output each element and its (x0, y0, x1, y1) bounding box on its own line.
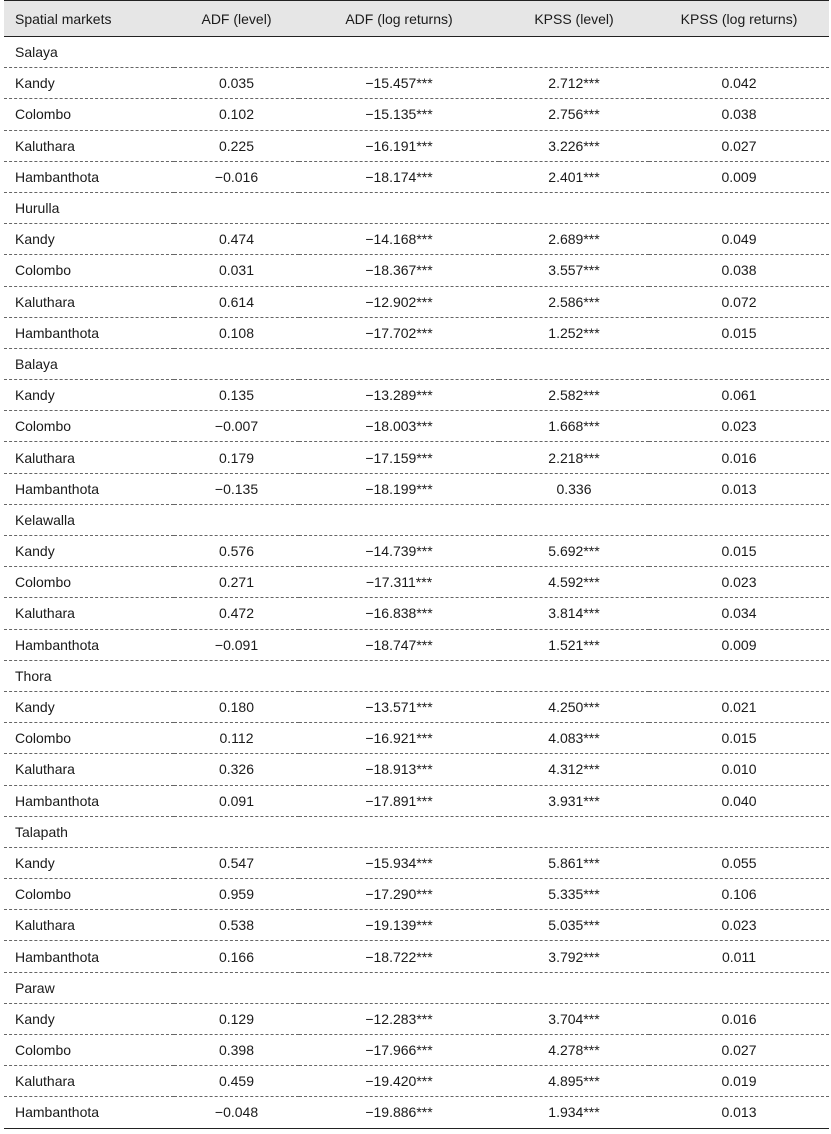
adf-log-returns-cell: −17.966*** (299, 1035, 499, 1066)
market-name-cell: Kaluthara (4, 910, 174, 941)
market-name-cell: Kaluthara (4, 754, 174, 785)
table-row (4, 598, 829, 629)
kpss-log-returns-cell: 0.013 (649, 1097, 829, 1128)
kpss-level-cell: 4.895*** (499, 1066, 649, 1097)
adf-log-returns-cell: −17.290*** (299, 879, 499, 910)
market-name-cell: Kandy (4, 1003, 174, 1034)
table-row (4, 1066, 829, 1097)
adf-log-returns-cell: −16.191*** (299, 130, 499, 161)
kpss-level-cell: 4.278*** (499, 1035, 649, 1066)
kpss-log-returns-cell: 0.010 (649, 754, 829, 785)
adf-level-cell: 0.326 (174, 754, 299, 785)
adf-level-cell: 0.166 (174, 941, 299, 972)
group-label: Thora (4, 660, 829, 691)
group-row (4, 348, 829, 379)
kpss-log-returns-cell: 0.034 (649, 598, 829, 629)
kpss-log-returns-cell: 0.011 (649, 941, 829, 972)
kpss-level-cell: 2.582*** (499, 380, 649, 411)
adf-level-cell: −0.007 (174, 411, 299, 442)
adf-level-cell: 0.576 (174, 536, 299, 567)
market-name-cell: Colombo (4, 1035, 174, 1066)
kpss-level-cell: 1.668*** (499, 411, 649, 442)
adf-log-returns-cell: −13.289*** (299, 380, 499, 411)
kpss-level-cell: 4.083*** (499, 723, 649, 754)
kpss-log-returns-cell: 0.027 (649, 1035, 829, 1066)
market-name-cell: Colombo (4, 879, 174, 910)
adf-level-cell: 0.472 (174, 598, 299, 629)
adf-level-cell: 0.959 (174, 879, 299, 910)
adf-level-cell: 0.102 (174, 99, 299, 130)
adf-log-returns-cell: −14.739*** (299, 536, 499, 567)
adf-level-cell: 0.129 (174, 1003, 299, 1034)
kpss-log-returns-cell: 0.023 (649, 910, 829, 941)
column-header-kpss-log-returns: KPSS (log returns) (649, 1, 829, 37)
adf-log-returns-cell: −18.174*** (299, 161, 499, 192)
table-row (4, 536, 829, 567)
adf-log-returns-cell: −19.886*** (299, 1097, 499, 1128)
adf-log-returns-cell: −15.135*** (299, 99, 499, 130)
kpss-level-cell: 3.226*** (499, 130, 649, 161)
adf-log-returns-cell: −17.891*** (299, 785, 499, 816)
market-name-cell: Hambanthota (4, 317, 174, 348)
market-name-cell: Hambanthota (4, 941, 174, 972)
group-label: Paraw (4, 972, 829, 1003)
adf-log-returns-cell: −17.702*** (299, 317, 499, 348)
kpss-log-returns-cell: 0.038 (649, 99, 829, 130)
adf-log-returns-cell: −18.367*** (299, 255, 499, 286)
adf-level-cell: 0.180 (174, 691, 299, 722)
table-body (4, 37, 829, 1129)
table-row (4, 442, 829, 473)
kpss-log-returns-cell: 0.038 (649, 255, 829, 286)
market-name-cell: Kandy (4, 380, 174, 411)
adf-log-returns-cell: −18.722*** (299, 941, 499, 972)
table-row (4, 161, 829, 192)
group-row (4, 504, 829, 535)
adf-log-returns-cell: −12.283*** (299, 1003, 499, 1034)
market-name-cell: Kandy (4, 847, 174, 878)
kpss-level-cell: 5.035*** (499, 910, 649, 941)
kpss-level-cell: 2.689*** (499, 224, 649, 255)
table-row (4, 941, 829, 972)
kpss-level-cell: 1.252*** (499, 317, 649, 348)
table-row (4, 224, 829, 255)
market-name-cell: Colombo (4, 723, 174, 754)
group-row (4, 816, 829, 847)
group-row (4, 37, 829, 68)
kpss-level-cell: 0.336 (499, 473, 649, 504)
adf-log-returns-cell: −17.311*** (299, 567, 499, 598)
kpss-log-returns-cell: 0.027 (649, 130, 829, 161)
kpss-level-cell: 4.592*** (499, 567, 649, 598)
adf-level-cell: 0.538 (174, 910, 299, 941)
adf-log-returns-cell: −18.747*** (299, 629, 499, 660)
table-row (4, 754, 829, 785)
column-header-spatial-markets: Spatial markets (4, 1, 174, 37)
kpss-log-returns-cell: 0.019 (649, 1066, 829, 1097)
table-row (4, 99, 829, 130)
market-name-cell: Kaluthara (4, 286, 174, 317)
table-row (4, 910, 829, 941)
adf-level-cell: 0.091 (174, 785, 299, 816)
market-name-cell: Kandy (4, 691, 174, 722)
kpss-log-returns-cell: 0.106 (649, 879, 829, 910)
adf-level-cell: −0.048 (174, 1097, 299, 1128)
market-name-cell: Colombo (4, 567, 174, 598)
table-row (4, 286, 829, 317)
kpss-log-returns-cell: 0.023 (649, 411, 829, 442)
adf-level-cell: 0.474 (174, 224, 299, 255)
market-name-cell: Kaluthara (4, 442, 174, 473)
column-header-kpss-level: KPSS (level) (499, 1, 649, 37)
group-label: Kelawalla (4, 504, 829, 535)
adf-level-cell: 0.035 (174, 68, 299, 99)
market-name-cell: Hambanthota (4, 785, 174, 816)
kpss-log-returns-cell: 0.009 (649, 161, 829, 192)
market-name-cell: Kandy (4, 536, 174, 567)
table-row (4, 1097, 829, 1128)
kpss-level-cell: 2.712*** (499, 68, 649, 99)
adf-log-returns-cell: −17.159*** (299, 442, 499, 473)
kpss-level-cell: 5.861*** (499, 847, 649, 878)
market-name-cell: Colombo (4, 255, 174, 286)
kpss-log-returns-cell: 0.016 (649, 442, 829, 473)
kpss-level-cell: 1.521*** (499, 629, 649, 660)
adf-level-cell: 0.031 (174, 255, 299, 286)
kpss-log-returns-cell: 0.049 (649, 224, 829, 255)
adf-log-returns-cell: −13.571*** (299, 691, 499, 722)
kpss-level-cell: 3.814*** (499, 598, 649, 629)
adf-log-returns-cell: −18.003*** (299, 411, 499, 442)
kpss-log-returns-cell: 0.013 (649, 473, 829, 504)
table-header (4, 1, 829, 37)
table-row (4, 879, 829, 910)
kpss-log-returns-cell: 0.015 (649, 536, 829, 567)
adf-level-cell: 0.271 (174, 567, 299, 598)
kpss-log-returns-cell: 0.042 (649, 68, 829, 99)
kpss-log-returns-cell: 0.023 (649, 567, 829, 598)
group-row (4, 660, 829, 691)
table-row (4, 847, 829, 878)
adf-level-cell: 0.225 (174, 130, 299, 161)
header-row (4, 1, 829, 37)
kpss-level-cell: 3.704*** (499, 1003, 649, 1034)
group-row (4, 972, 829, 1003)
kpss-level-cell: 1.934*** (499, 1097, 649, 1128)
kpss-level-cell: 2.756*** (499, 99, 649, 130)
adf-level-cell: 0.112 (174, 723, 299, 754)
kpss-log-returns-cell: 0.040 (649, 785, 829, 816)
adf-level-cell: −0.016 (174, 161, 299, 192)
table-row (4, 317, 829, 348)
kpss-level-cell: 2.586*** (499, 286, 649, 317)
adf-log-returns-cell: −16.838*** (299, 598, 499, 629)
adf-level-cell: −0.091 (174, 629, 299, 660)
adf-level-cell: 0.179 (174, 442, 299, 473)
table-row (4, 255, 829, 286)
market-name-cell: Kaluthara (4, 1066, 174, 1097)
kpss-level-cell: 2.218*** (499, 442, 649, 473)
table-row (4, 130, 829, 161)
adf-log-returns-cell: −14.168*** (299, 224, 499, 255)
kpss-level-cell: 3.931*** (499, 785, 649, 816)
kpss-level-cell: 4.312*** (499, 754, 649, 785)
kpss-level-cell: 5.692*** (499, 536, 649, 567)
table-row (4, 691, 829, 722)
market-name-cell: Kaluthara (4, 130, 174, 161)
adf-level-cell: 0.135 (174, 380, 299, 411)
adf-level-cell: 0.108 (174, 317, 299, 348)
adf-level-cell: 0.547 (174, 847, 299, 878)
adf-log-returns-cell: −16.921*** (299, 723, 499, 754)
adf-log-returns-cell: −19.420*** (299, 1066, 499, 1097)
kpss-log-returns-cell: 0.072 (649, 286, 829, 317)
adf-log-returns-cell: −15.934*** (299, 847, 499, 878)
adf-level-cell: 0.459 (174, 1066, 299, 1097)
table-row (4, 411, 829, 442)
adf-log-returns-cell: −18.199*** (299, 473, 499, 504)
table-row (4, 1003, 829, 1034)
group-row (4, 192, 829, 223)
market-name-cell: Colombo (4, 411, 174, 442)
kpss-log-returns-cell: 0.015 (649, 317, 829, 348)
kpss-log-returns-cell: 0.055 (649, 847, 829, 878)
kpss-level-cell: 3.557*** (499, 255, 649, 286)
group-label: Hurulla (4, 192, 829, 223)
market-name-cell: Kaluthara (4, 598, 174, 629)
table-row (4, 473, 829, 504)
group-label: Salaya (4, 37, 829, 68)
unit-root-test-table-container (4, 0, 829, 1129)
kpss-log-returns-cell: 0.021 (649, 691, 829, 722)
table-row (4, 1035, 829, 1066)
kpss-level-cell: 2.401*** (499, 161, 649, 192)
column-header-adf-log-returns: ADF (log returns) (299, 1, 499, 37)
kpss-level-cell: 4.250*** (499, 691, 649, 722)
kpss-log-returns-cell: 0.016 (649, 1003, 829, 1034)
table-row (4, 785, 829, 816)
market-name-cell: Colombo (4, 99, 174, 130)
table-row (4, 567, 829, 598)
unit-root-test-table (4, 0, 829, 1129)
market-name-cell: Kandy (4, 224, 174, 255)
adf-level-cell: −0.135 (174, 473, 299, 504)
table-row (4, 723, 829, 754)
adf-log-returns-cell: −19.139*** (299, 910, 499, 941)
market-name-cell: Hambanthota (4, 473, 174, 504)
kpss-log-returns-cell: 0.009 (649, 629, 829, 660)
group-label: Talapath (4, 816, 829, 847)
group-label: Balaya (4, 348, 829, 379)
market-name-cell: Hambanthota (4, 161, 174, 192)
adf-log-returns-cell: −18.913*** (299, 754, 499, 785)
market-name-cell: Kandy (4, 68, 174, 99)
kpss-level-cell: 5.335*** (499, 879, 649, 910)
adf-level-cell: 0.398 (174, 1035, 299, 1066)
kpss-log-returns-cell: 0.061 (649, 380, 829, 411)
kpss-log-returns-cell: 0.015 (649, 723, 829, 754)
market-name-cell: Hambanthota (4, 629, 174, 660)
column-header-adf-level: ADF (level) (174, 1, 299, 37)
table-row (4, 380, 829, 411)
market-name-cell: Hambanthota (4, 1097, 174, 1128)
kpss-level-cell: 3.792*** (499, 941, 649, 972)
adf-log-returns-cell: −12.902*** (299, 286, 499, 317)
table-row (4, 629, 829, 660)
adf-log-returns-cell: −15.457*** (299, 68, 499, 99)
adf-level-cell: 0.614 (174, 286, 299, 317)
table-row (4, 68, 829, 99)
